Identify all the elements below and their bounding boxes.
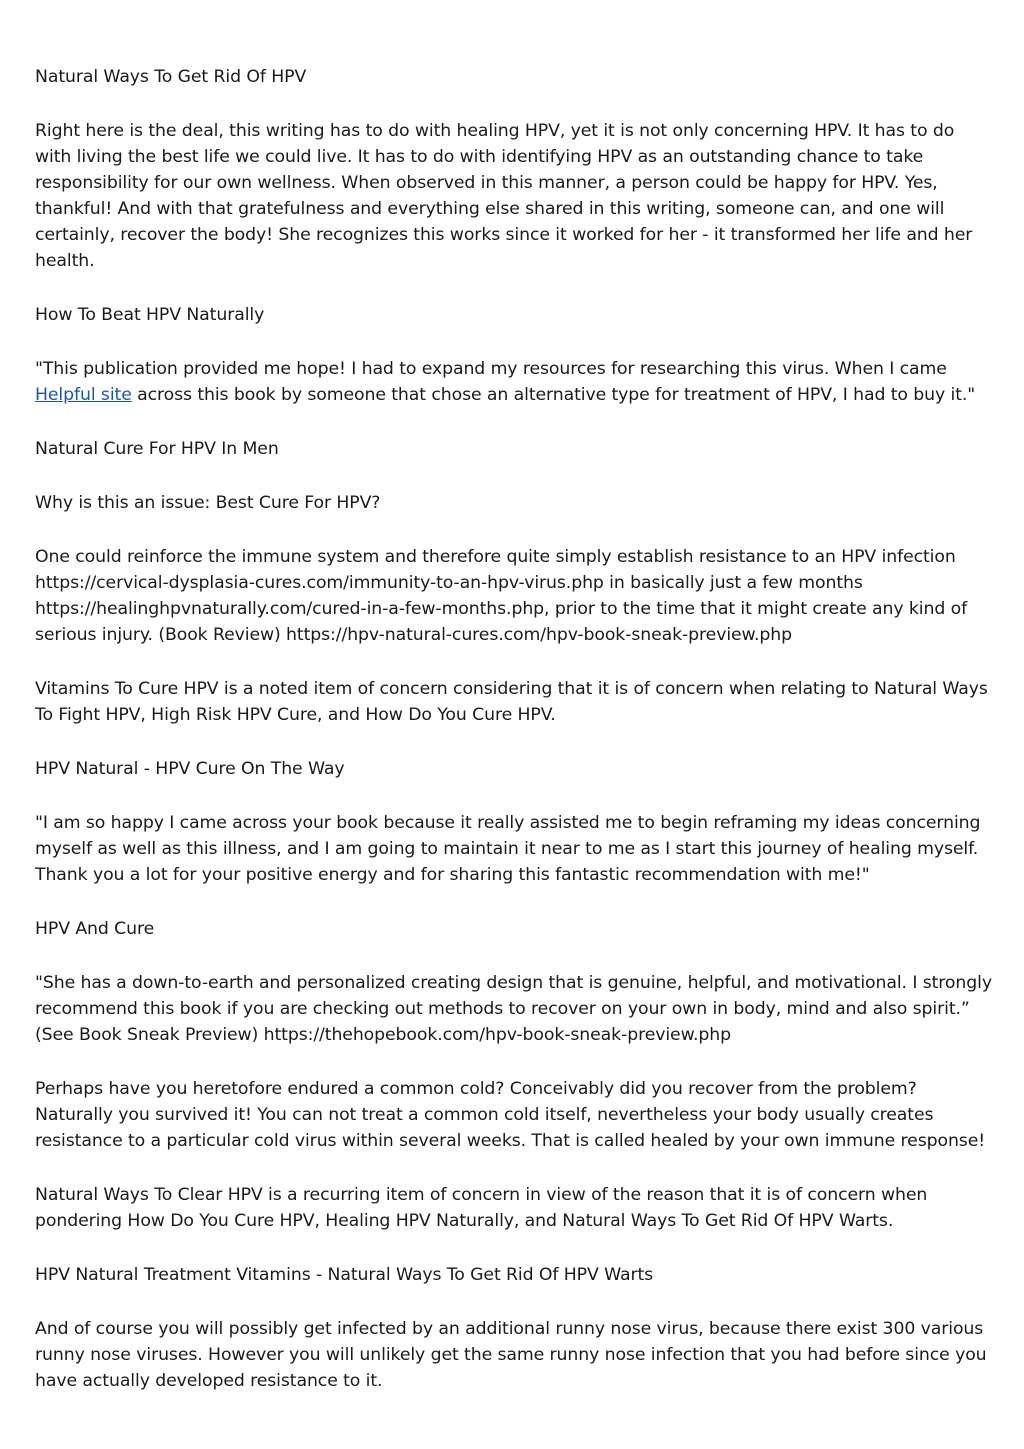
vitamins-paragraph: Vitamins To Cure HPV is a noted item of concern considering that it is of concern when relating to Natural Ways To Fight HPV, High Risk HPV Cure, and How Do You Cure HPV. <box>35 679 988 725</box>
heading-natural-ways: Natural Ways To Get Rid Of HPV <box>35 67 307 87</box>
common-cold-paragraph: Perhaps have you heretofore endured a common cold? Conceivably did you recover from the problem? Naturally you survived it! You can not treat a common cold itself, nevertheless your body usually creates resistance to a particular cold virus within several weeks. That is called healed by your own immune response! <box>35 1079 986 1151</box>
heading-treatment-vitamins: HPV Natural Treatment Vitamins - Natural Ways To Get Rid Of HPV Warts <box>35 1265 654 1285</box>
testimonial-quote-3: "She has a down-to-earth and personalized creating design that is genuine, helpful, and motivational. I strongly recommend this book if you are checking out methods to recover on your own in body, mind and also spirit.” (See Book Sneak Preview) https://thehopebook.com/hpv-book-sneak-preview.php <box>35 973 992 1045</box>
heading-beat-hpv: How To Beat HPV Naturally <box>35 305 265 325</box>
immune-paragraph: One could reinforce the immune system and therefore quite simply establish resistance to an HPV infection https://cervical-dysplasia-cures.com/immunity-to-an-hpv-virus.php in basically just a few months https://healinghpvnaturally.com/cured-in-a-few-months.php, prior to the time that it might create any kind of serious injury. (Book Review) https://hpv-natural-cures.com/hpv-book-sneak-preview.php <box>35 547 968 645</box>
heading-best-cure: Why is this an issue: Best Cure For HPV? <box>35 493 381 513</box>
testimonial-quote-2: "I am so happy I came across your book because it really assisted me to begin reframing my ideas concerning myself as well as this illness, and I am going to maintain it near to me as I start this journey of healing myself. Thank you a lot for your positive energy and for sharing this fantastic recommendation with me!" <box>35 813 981 885</box>
helpful-site-link[interactable]: Helpful site <box>35 385 132 405</box>
intro-paragraph: Right here is the deal, this writing has to do with healing HPV, yet it is not only concerning HPV. It has to do with living the best life we could live. It has to do with identifying HPV as an outstanding chance to take responsibility for our own wellness. When observed in this manner, a person could be happy for HPV. Yes, thankful! And with that gratefulness and everything else shared in this writing, someone can, and one will certainly, recover the body! She recognizes this works since it worked for her - it transformed her life and her health. <box>35 121 973 271</box>
testimonial-quote-1 <box>35 356 995 408</box>
document-page <box>35 64 995 1422</box>
clear-hpv-paragraph: Natural Ways To Clear HPV is a recurring item of concern in view of the reason that it is of concern when pondering How Do You Cure HPV, Healing HPV Naturally, and Natural Ways To Get Rid Of HPV Warts. <box>35 1185 928 1231</box>
quote1-text-before: "This publication provided me hope! I had to expand my resources for researching this virus. When I came <box>35 359 947 379</box>
heading-cure-in-men: Natural Cure For HPV In Men <box>35 439 279 459</box>
runny-nose-paragraph: And of course you will possibly get infected by an additional runny nose virus, because there exist 300 various runny nose viruses. However you will unlikely get the same runny nose infection that you had before since you have actually developed resistance to it. <box>35 1319 987 1391</box>
heading-hpv-and-cure: HPV And Cure <box>35 919 155 939</box>
quote1-text-after: across this book by someone that chose an alternative type for treatment of HPV, I had to buy it." <box>131 385 976 405</box>
heading-cure-on-the-way: HPV Natural - HPV Cure On The Way <box>35 759 345 779</box>
